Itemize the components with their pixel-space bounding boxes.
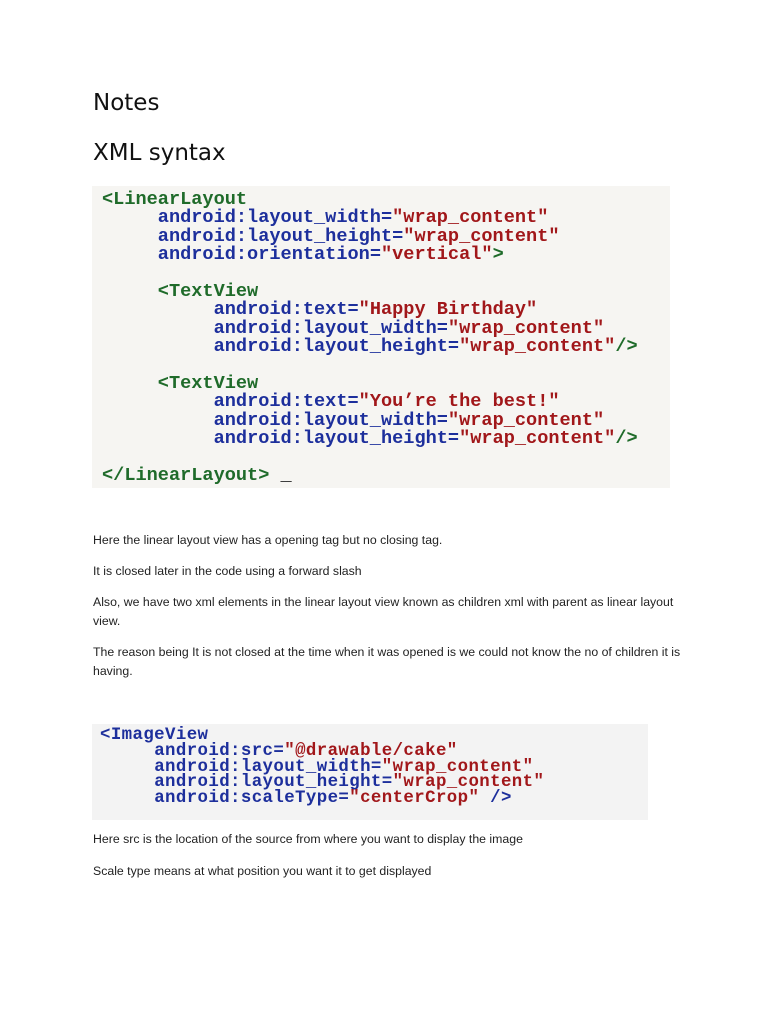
- code-line: [102, 244, 504, 265]
- code-token: "centerCrop": [349, 789, 480, 809]
- paragraph-opening-tag: Here the linear layout view has a opening tag but no closing tag.: [93, 533, 443, 547]
- code-token: =: [447, 336, 460, 358]
- code-token: =: [380, 207, 393, 229]
- code-token: />: [615, 428, 638, 450]
- code-token: android:src: [154, 741, 274, 761]
- code-token: =: [338, 789, 350, 809]
- code-token: <TextView: [157, 373, 259, 395]
- code-token: [102, 336, 214, 357]
- code-token: android:scaleType: [154, 789, 339, 809]
- paragraph-children-elements: Also, we have two xml elements in the linear layout view known as children xml with parent as linear layout view.: [93, 595, 674, 628]
- code-token: "Happy Birthday": [358, 299, 538, 321]
- paragraph-closed-later: It is closed later in the code using a forward slash: [93, 564, 362, 578]
- code-token: "You’re the best!": [358, 391, 560, 413]
- code-token: "@drawable/cake": [284, 741, 458, 761]
- code-token: =: [347, 391, 359, 413]
- code-token: >: [492, 244, 504, 266]
- code-token: </LinearLayout>: [102, 465, 270, 487]
- code-line: [102, 336, 638, 357]
- code-token: android:layout_width: [213, 409, 437, 431]
- paragraph-scaletype-explanation: Scale type means at what position you want it to get displayed: [93, 864, 432, 878]
- code-token: <TextView: [157, 281, 259, 303]
- code-token: android:orientation: [157, 244, 370, 266]
- code-token: =: [381, 773, 393, 793]
- code-token: =: [392, 225, 404, 247]
- paragraph-reason: The reason being It is not closed at the time when it was opened is we could not know the no of children it is having.: [93, 645, 681, 678]
- code-token: _: [269, 465, 292, 487]
- code-token: "wrap_content": [392, 773, 545, 793]
- code-token: android:layout_height: [157, 225, 393, 247]
- code-token: android:layout_height: [154, 773, 382, 793]
- code-token: android:layout_width: [154, 757, 371, 777]
- code-token: "wrap_content": [403, 225, 560, 247]
- code-line: [100, 789, 512, 808]
- code-token: />: [479, 789, 512, 809]
- code-token: android:layout_width: [157, 207, 381, 229]
- code-token: =: [447, 428, 460, 450]
- code-token: android:layout_height: [213, 336, 448, 358]
- code-token: "wrap_content": [459, 336, 616, 358]
- code-token: [102, 244, 158, 265]
- code-snippet-image-view: [92, 724, 648, 820]
- code-token: android:text: [213, 391, 348, 413]
- code-token: <LinearLayout: [102, 189, 248, 210]
- paragraph-src-explanation: Here src is the location of the source from where you want to display the image: [93, 832, 523, 846]
- code-token: [100, 789, 154, 808]
- code-snippet-linear-layout: [92, 186, 670, 488]
- code-token: [102, 428, 214, 449]
- code-token: =: [436, 317, 448, 339]
- code-token: android:layout_height: [213, 428, 448, 450]
- code-token: "wrap_content": [447, 317, 605, 339]
- code-line: [102, 465, 292, 486]
- code-token: =: [436, 409, 448, 431]
- code-token: "wrap_content": [447, 409, 605, 431]
- code-line: [102, 428, 638, 449]
- code-token: =: [370, 757, 382, 777]
- code-token: />: [615, 336, 638, 358]
- section-heading-xml-syntax: XML syntax: [93, 140, 226, 166]
- code-token: android:layout_width: [213, 317, 437, 339]
- code-token: android:text: [213, 299, 348, 321]
- code-token: =: [273, 741, 285, 761]
- code-token: <ImageView: [100, 726, 209, 745]
- code-token: "wrap_content": [459, 428, 616, 450]
- code-token: =: [369, 244, 381, 266]
- code-token: =: [347, 299, 359, 321]
- page-title: Notes: [93, 90, 160, 116]
- code-token: "vertical": [380, 244, 493, 266]
- code-token: "wrap_content": [392, 207, 549, 229]
- code-token: "wrap_content": [381, 757, 534, 777]
